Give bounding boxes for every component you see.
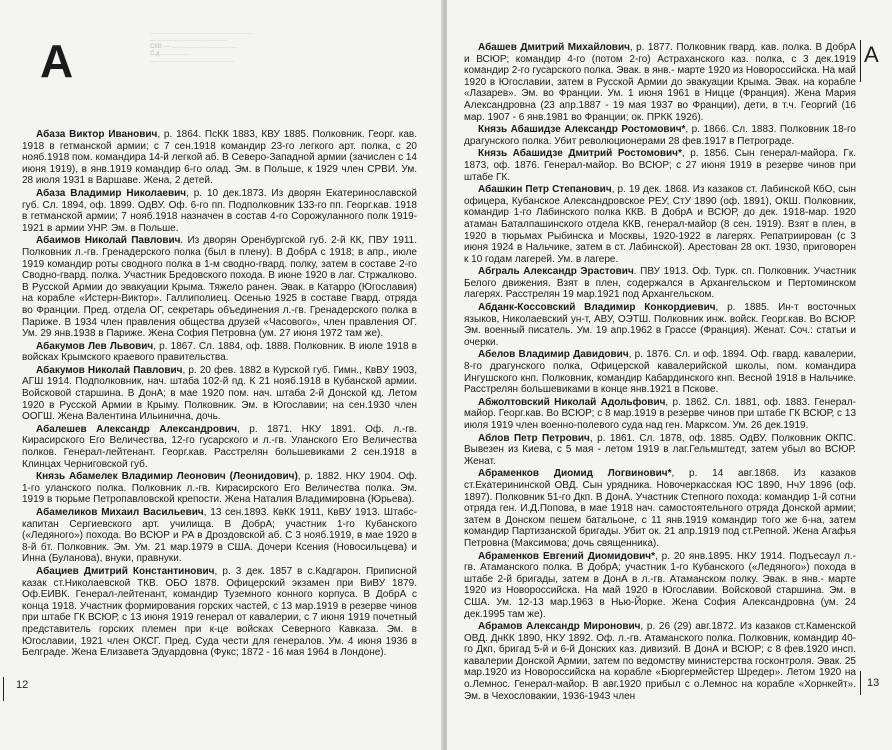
entry-name: Абданк-Коссовский Владимир Конкордиевич bbox=[478, 302, 716, 314]
margin-rule-top bbox=[860, 40, 861, 82]
entry-name: Аблов Петр Петрович bbox=[478, 432, 590, 444]
bleed-line: ………………………………… bbox=[150, 37, 228, 43]
entry-name: Абашкин Петр Степанович bbox=[478, 184, 612, 196]
bleed-line: СКВ — …………………………… bbox=[150, 44, 238, 50]
biography-entry bbox=[22, 235, 417, 339]
entry-text: , р. 1856. Сын генерал-майора. Гк. 1873, оф. 1876. Генерал-майор. Во ВСЮР; с 27 июня 1919 в резерве чинов при штабе ГК. bbox=[464, 148, 856, 183]
entry-name: Абелов Владимир Давидович bbox=[478, 349, 629, 361]
biography-entry bbox=[464, 397, 856, 432]
entry-name: Абжолтовский Николай Адольфович bbox=[478, 396, 666, 408]
entry-name: Абамеликов Михаил Васильевич bbox=[36, 507, 204, 518]
bleed-line: С.д…………… bbox=[150, 51, 190, 57]
left-page bbox=[0, 0, 443, 750]
entry-text: , р. 1876. Сл. и оф. 1894. Оф. гвард. кавалерии, 8-го драгунского полка, Офицерской кавалерийской школы, пом. командира Ингушского кнп. Полковник, командир Кабардинского кнп. Весной 1918 в Нальчике. Расстрелян большевиками в конце янв.1921 в Пскове. bbox=[464, 349, 857, 396]
biography-entry bbox=[464, 349, 856, 395]
entry-text: , р. 1877. Полковник гвард. кав. полка. В ДобрА и ВСЮР; командир 4-го (потом 2-го) Астраханского каз. полка, с 3 дек.1919 командир 2-го гусарского полка. Эвак. в янв.- марте 1920 из Новороссийска. На май 1920 в Югославии, затем в Русской Армии до эвакуации Крыма. Эвак. на корабле «Лазарев». Эм. во Франции. Ум. 1 июня 1961 в Ницце (Франция). Жена Мария Александровна (23 апр.1887 - 19 мая 1937 во Франции), дети, в т.ч. Георгий (16 мар. 1907 - 6 янв.1981 во Франции; ок. ПРКК 1926). bbox=[464, 42, 857, 123]
right-column bbox=[464, 42, 856, 703]
page-number-left: 12 bbox=[16, 679, 29, 691]
entry-text: , р. 14 авг.1868. Из казаков ст.Екатерининской ОВД. Сын урядника. Новочеркасская ЮС 1890, НчУ 1896 (оф. 1897). Полковник 51-го Дкп. В ДонА. Участник Степного похода: командир 1-й сотни отряда ген. И.Д.Попова, в мае 1918 нач. самостоятельного отряда Донской армии; затем в Донском пешем батальоне, с 11 янв.1919 командир того же 6-на, затем командир Партизанской бригады. Убит ок. 21 апр.1919 под ст.Репной. Жена Агафья Петровна (Максимова; дочь священника). bbox=[464, 468, 857, 549]
entry-text: , р. 20 янв.1895. НКУ 1914. Подъесаул л.-гв. Атаманского полка. В ДобрА; участник 1-го Кубанского («Ледяного») похода в штабе 2-й бригады, затем в ДонА в л.-гв. Атаманском полку. Эвак. в янв.- марте 1920 из Новороссийска. На май 1920 в Югославии. Войсковой старшина. Эм. в США. Ум. 12-13 мар.1963 в Нью-Йорке. Жена София Александровна (ум. 24 дек.1995 там же). bbox=[464, 550, 856, 620]
biography-entry bbox=[22, 424, 417, 470]
bleed-line: …………………………………………… bbox=[150, 30, 252, 36]
biography-entry bbox=[464, 266, 856, 301]
biography-entry bbox=[22, 566, 417, 659]
entry-text: , р. 1862. Сл. 1881, оф. 1883. Генерал-майор. Георг.кав. Во ВСЮР; с 8 мар.1919 в резерве чинов при штабе ГК ВСЮР, с 13 июля 1919 член военно-полевого суда над ген. Марксом. Ум. 26 дек.1919. bbox=[464, 396, 856, 431]
entry-name: Абациев Дмитрий Константинович bbox=[36, 565, 215, 577]
entry-name: Абраменков Диомид Логвинович* bbox=[478, 468, 672, 480]
biography-entry bbox=[22, 507, 417, 565]
biography-entry bbox=[22, 471, 417, 506]
entry-text: , р. 20 фев. 1882 в Курской губ. Гимн., КвВУ 1903, АГШ 1914. Подполковник, нач. штаба 102-й пд. К 21 нояб.1918 в Кубанской армии. Войсковой старшина. В ДонА; в мае 1920 пом. нач. штаба 2-й Донской кд. Летом 1920 в Русской Армии в Крыму. Полковник. Эм. в Югославии; на сен.1930 член ООГШ. Жена Валентина Ильинична, дочь. bbox=[22, 364, 417, 423]
right-page bbox=[447, 0, 892, 750]
entry-name: Абаза Владимир Николаевич bbox=[36, 187, 187, 199]
biography-entry bbox=[22, 129, 417, 187]
entry-name: Абакумов Лев Львович bbox=[36, 340, 154, 352]
entry-text: , р. 1871. НКУ 1891. Оф. л.-гв. Кирасирского Его Величества, 12-го гусарского и л.-гв. Уланского Его Величества полков. Генерал-лейтенант. Георг.кав. Расстрелян большевиками 2 сен.1918 в Клинцах Черниговской губ. bbox=[22, 423, 417, 470]
entry-name: Князь Абашидзе Александр Ростомович* bbox=[478, 124, 686, 136]
entry-name: Абаимов Николай Павлович bbox=[36, 235, 181, 247]
biography-entry bbox=[464, 468, 856, 549]
left-column bbox=[22, 129, 417, 660]
entry-text: . ПВУ 1913. Оф. Турк. сп. Полковник. Участник Белого движения. Взят в плен, содержался в Архангельском и Пертоминском лагерях. Расстрелян 19 мар.1921 под Архангельском. bbox=[464, 266, 856, 301]
bleed-line: …………………………………… bbox=[150, 58, 234, 64]
entry-name: Абраменков Евгений Диомидович* bbox=[478, 550, 655, 562]
entry-text: . Из дворян Оренбургской губ. 2-й КК, ПВУ 1911. Полковник л.-гв. Гренадерского полка (был в плену). В ДобрА с 1918; в апр., июле 1919 командир роты сводного полка в 1-м сводно-гвард. полку, затем в составе 2-го Сводно-гвард. полка. Участник Бредовского похода. В июне 1920 в лаг. Стржалково. В Русской Армии до эвакуации Крыма. Тяжело ранен. Эвак. в Катарро (Югославия) на корабле «Истерн-Виктор». Галлиполиец. Осенью 1925 в составе Гвард. отряда во Франции. Пред. отдела ОГ, секретарь объединения л.-гв. Гренадерского полка в Париже. В 1934 член правления общества друзей «Часового», член правления ОГ. Ум. 29 янв.1938 в Париже. Жена София Петровна (ум. 27 июня 1972 там же). bbox=[22, 235, 417, 340]
page-edge-mark bbox=[3, 677, 4, 701]
entry-text: , р. 26 (29) авг.1872. Из казаков ст.Каменской ОВД. ДнКК 1890, НКУ 1892. Оф. л.-гв. Атаманского полка. Полковник, командир 40-го Дкп, бригад 5-й и 6-й Донских каз. дивизий. В ДонА и ВСЮР; с 8 фев.1920 инсп. кавалерии Донской Армии, затем по ведомству министерства госконтроля. Эвак. 25 мар.1920 из Новороссийска на корабле «Бюргермейстер Шредер». Летом 1920 на о.Лемнос. Генерал-майор. В авг.1920 прибыл с о.Лемнос на корабле «Хорнкейт». Эм. в Чехословакии, 1936-1943 член bbox=[464, 621, 856, 702]
entry-name: Князь Абашидзе Дмитрий Ростомович* bbox=[478, 148, 682, 160]
biography-entry bbox=[464, 42, 856, 123]
entry-text: , р. 1882. НКУ 1904. Оф. 1-го уланского полка. Полковник л.-гв. Кирасирского Его Величества полка. Эм. 1919 в тюрьме Петропавловской крепости. Жена Наталия Владимировна (Юрьева). bbox=[22, 471, 417, 506]
entry-text: , р. 1861. Сл. 1878, оф. 1885. ОдВУ. Полковник ОКПС. Вывезен из Киева, с 5 мая - летом 1919 в лаг.Гельмштедт, затем убыл во ВСЮР. Женат. bbox=[464, 432, 856, 467]
entry-name: Абакумов Николай Павлович bbox=[36, 364, 183, 376]
section-letter: А bbox=[40, 35, 74, 87]
biography-entry bbox=[464, 184, 856, 265]
entry-text: , р. 1885. Ин-т восточных языков, Николаевский ун-т, АВУ, ОЭТШ. Полковник инж. войск. Георг.кав. Во ВСЮР. Эм. военный писатель. Ум. 19 апр.1962 в Грассе (Франция). Женат. Соч.: статьи и очерки. bbox=[464, 302, 857, 348]
entry-name: Абашев Дмитрий Михайлович bbox=[478, 42, 630, 53]
biography-entry bbox=[22, 188, 417, 234]
entry-name: Абалешев Александр Александрович bbox=[36, 423, 238, 435]
biography-entry bbox=[464, 551, 856, 621]
entry-text: , р. 1866. Сл. 1883. Полковник 18-го драгунского полка. Убит революционерами 28 фев.1917 в Петрограде. bbox=[464, 124, 856, 147]
entry-text: , р. 19 дек. 1868. Из казаков ст. Лабинской КбО, сын офицера, Кубанское Александровское РЕУ, СтУ 1890 (оф. 1891), ОКШ. Полковник, командир 1-го Лабинского полка ККВ. В ДобрА и ВСЮР, до дек. 1918-мар. 1920 атаман Баталпашинского отдела ККВ, генерал-майор (8 сен. 1919). Взят в плен, в 1920 в тюрьмах Рыбинска и Москвы, 1920-1922 в лагерях. Репатриирован (с 3 июня 1924 в Нальчике, затем в ст. Лабинской). Арестован 28 окт. 1930, приговорен к 10 годам лагерей. Ум. в лагере. bbox=[464, 184, 856, 265]
biography-entry bbox=[464, 124, 856, 147]
biography-entry bbox=[22, 341, 417, 364]
biography-entry bbox=[464, 302, 856, 348]
entry-name: Абграль Александр Эрастович bbox=[478, 266, 634, 278]
biography-entry bbox=[464, 621, 856, 702]
entry-name: Абрамов Александр Миронович bbox=[478, 621, 641, 633]
margin-letter: А bbox=[864, 42, 879, 67]
entry-text: , р. 10 дек.1873. Из дворян Екатеринославской губ. Сл. 1894, оф. 1899. ОдВУ. Оф. 6-го пп. Подполковник 133-го пп. Георг.кав. 1918 в гетманской армии; 7 нояб.1918 назначен в состав 4-го Сорожуланного полк 1919-1921 в армии УНР. Эм. в Польше. bbox=[22, 187, 418, 234]
biography-entry bbox=[464, 433, 856, 468]
margin-rule-bottom bbox=[860, 671, 861, 695]
entry-text: , 13 сен.1893. КвКК 1911, КвВУ 1913. Штабс-капитан Сергиевского арт. училища. В ДобрА; участник 1-го Кубанского («Ледяного») похода. Во ВСЮР и РА в Дроздовской аб. С 3 нояб.1919, в мае 1920 в 8-й бт. Полковник. Эм. Ум. 21 мар.1979 в США. Дочери Ксения (Новосильцева) и Инна (Буланова), внуки, правнуки. bbox=[22, 507, 417, 565]
biography-entry bbox=[22, 365, 417, 423]
biography-entry bbox=[464, 148, 856, 183]
entry-text: , р. 1864. ПсКК 1883, КВУ 1885. Полковник. Георг. кав. 1918 в гетманской армии; с 7 сен.1918 командир 23-го легкого арт. полка, с 20 нояб.1918 пом. командира 14-й легкой аб. В Северо-Западной армии (зачислен с 14 июня 1919), в янв.1919 командир 6-го олад. Эм. в Польше, к 1929 член СРВИ. Ум. 28 июля 1931 в Варшаве. Жена, 2 детей. bbox=[22, 129, 418, 187]
entry-text: , р. 3 дек. 1857 в с.Кадгарон. Приписной казак ст.Николаевской ТКВ. ОБО 1878. Офицерский экзамен при ВиВУ 1879. Оф.ЕИВК. Генерал-лейтенант, командир Туземного конного корпуса. В ДобрА с конца 1918. Участник формирования горских частей, с 13 мар.1919 в резерве чинов при штабе ГК ВСЮР, с 13 июня 1919 генерал от кавалерии, с 7 июня 1919 почетный представитель горских племен при к-це войсках Северного Кавказа. Эм. в Югославии, 1921 член ОКСГ. Пред. Суда чести для генералов. Ум. 4 июня 1936 в Белграде. Жена Елизавета Эдуардовна (Фукс; 1872 - 16 мая 1964 в Лондоне). bbox=[22, 565, 418, 659]
entry-name: Абаза Виктор Иванович bbox=[36, 129, 158, 140]
entry-name: Князь Абамелек Владимир Леонович (Леонидович) bbox=[36, 471, 298, 483]
bleed-through-text bbox=[150, 30, 400, 65]
page-number-right: 13 bbox=[867, 677, 880, 689]
entry-text: , р. 1867. Сл. 1884, оф. 1888. Полковник. В июле 1918 в войсках Крымского краевого правительства. bbox=[22, 340, 417, 364]
